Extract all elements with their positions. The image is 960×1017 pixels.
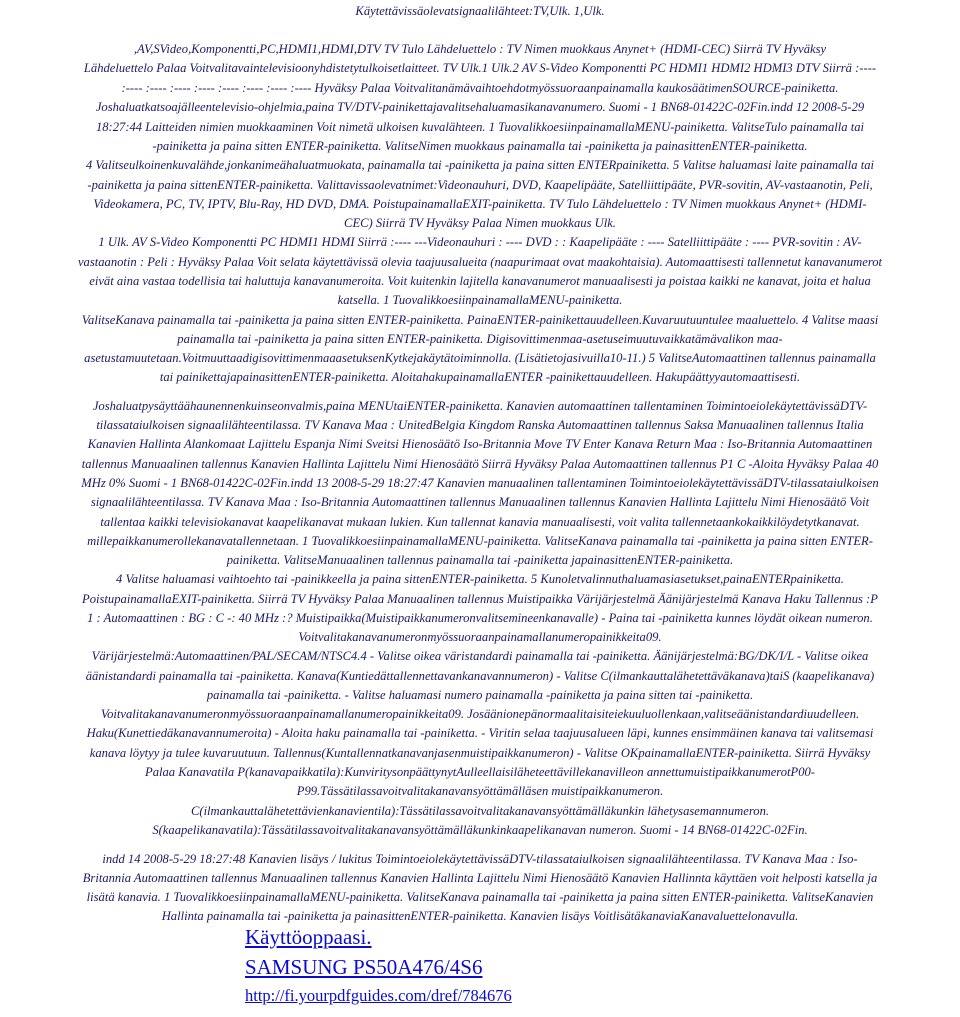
product-link[interactable]: SAMSUNG PS50A476/4S6 [245,955,483,979]
text-line: ValitseKanava painamalla tai -painiketta ja paina sitten ENTER-painiketta. PainaENTER-painikettauudelleen.Kuvaruutuuntulee maaluettelo. 4 Valitse maasi [81,313,879,327]
text-line: tallennus Manuaalinen tallennus Kanavien Hallinta Lajittelu Nimi Hienosäätö Siirrä Hyväksy Palaa Automaattinen tallennus P1 C -Aloita Hyväksy Palaa 40 [81,457,879,471]
text-line: Palaa Kanavatila P(kanavapaikkatila):KunviritysonpäättynytAulleellaisiläheteettävillekanavilleon annettumuistipaikkanumerotP00- [145,765,815,779]
text-line: vastaanotin : Peli : Hyväksy Palaa Voit selata käytettävissä olevia taajuusalueita (naapurimaat ovat maakohtaisia). Automaattisesti tallennetut kanavanumerot [77,255,883,269]
text-line: signaalilähteentilassa. TV Kanava Maa : Iso-Britannia Automaattinen tallennus Manuaalinen tallennus Kanavien Hallinta Lajittelu Nimi Hienosäätö Voit [90,495,870,509]
text-line: kanava löytyy ja tulee kuvaruutuun. Tallennus(Kuntallennatkanavanjasenmuistipaikkanumeron) - Valitse OKpainamallaENTER-painiketta. Siirrä Hyväksy [89,746,871,760]
text-line: 4 Valitse haluamasi vaihtoehto tai -painikkeella ja paina sittenENTER-painiketta. 5 Kunoletvalinnuthaluamasiasetukset,painaENTERpainiketta. [116,572,844,586]
text-line: indd 14 2008-5-29 18:27:48 Kanavien lisäys / lukitus ToimintoeiolekäytettävissäDTV-tilassataiulkoisen signaalilähteentilassa. TV Kanava Maa : Iso- [102,852,858,866]
text-line: Voitvalitakanavanumeronmyössuoraanpainamallanumeropainikkeita09. [298,630,662,644]
text-line: 18:27:44 Laitteiden nimien muokkaaminen Voit nimetä ulkoisen kuvalähteen. 1 TuovalikkoesiinpainamallaMENU-painiketta. ValitseTulo painamalla tai [95,120,865,134]
text-line: CEC) Siirrä TV Hyväksy Palaa Nimen muokkaus Ulk. [344,216,616,230]
text-line: Britannia Automaattinen tallennus Manuaalinen tallennus Kanavien Hallinta Lajittelu Nimi Hienosäätö Kanavien Hallinnta käyttäen voit helposti katsella ja [82,871,878,885]
text-line: tilassataiulkoisen signaalilähteentilassa. TV Kanava Maa : UnitedBelgia Kingdom Ranska Automaattinen tallennus Saksa Manuaalinen tallennus Italia [96,418,864,432]
text-line: Videokamera, PC, TV, IPTV, Blu-Ray, HD DVD, DMA. PoistupainamallaEXIT-painiketta. TV Tulo Lähdeluettelo : TV Nimen muokkaus Anynet+ (HDMI- [93,197,867,211]
text-line: Joshaluatpysäyttäähaunennenkuinseonvalmis,paina MENUtaiENTER-painiketta. Kanavien automaattinen tallentaminen ToimintoeiolekäytettävissäDTV- [92,399,868,413]
text-line: eivät aina vastaa todellisia tai haluttuja kanavanumeroita. Voit kuitenkin lajitella kanavanumerot manuaalisesti ja poistaa kaikki ne kanavat, joita et halua [89,274,871,288]
text-line: Joshaluatkatsoajälleentelevisio-ohjelmia,paina TV/DTV-painikettajavalitsehaluamasikanavanumero. Suomi - 1 BN68-01422C-02Fin.indd 12 2008-5-29 [95,100,865,114]
text-line: C(ilmankauttalähetettävienkanavientila):Tässätilassavoitvalitakanavansyöttämälläkunkin lähetysasemannumeron. [190,804,770,818]
text-line: Haku(Kunettiedäkanavannumeroita) - Aloita haku painamalla tai -painiketta. - Viritin selaa taajuusalueen läpi, kunnes ensimmäinen kanava tai valitsemasi [86,726,874,740]
text-line: 4 Valitseulkoinenkuvalähde,jonkanimeähaluatmuokata, painamalla tai -painiketta ja paina sitten ENTERpainiketta. 5 Valitse haluamasi laite painamalla tai [85,158,875,172]
text-line: Hallinta painamalla tai -painiketta ja painasittenENTER-painiketta. Kanavien lisäys VoitlisätäkanaviaKanavaluettelonavulla. [161,909,799,923]
text-line: asetustamuutetaan.VoitmuuttaadigisovittimenmaaasetuksenKytkejakäytätoiminnolla. (Lisätietojasivuilla10-11.) 5 ValitseAutomaattinen tallennus painamalla [84,351,876,365]
text-line: Voitvalitakanavanumeronmyössuoraanpainamallanumeropainikkeita09. Josäänionepänormaalitaisiteiekuuluollenkaan,valitseäänistandardiuudelleen. [100,707,860,721]
text-line: Lähdeluettelo Palaa Voitvalitavaintelevisioonyhdistetytulkoisetlaitteet. TV Ulk.1 Ulk.2 AV S-Video Komponentti PC HDMI1 HDMI2 HDMI3 DTV Siirrä :---- [83,61,877,75]
text-line: MHz 0% Suomi - 1 BN68-01422C-02Fin.indd 13 2008-5-29 18:27:47 Kanavien manuaalinen tallentaminen ToimintoeiolekäytettävissäDTV-tilassataiulkoisen [81,476,879,490]
url-link[interactable]: http://fi.yourpdfguides.com/dref/784676 [245,986,512,1005]
text-line: -painiketta ja paina sittenENTER-painiketta. Valittavissaolevatnimet:Videonauhuri, DVD, Kaapelipääte, Satelliittipääte, PVR-sovitin, AV-vastaanotin, Peli, [87,178,873,192]
text-line: :---- :---- :---- :---- :---- :---- :---- :---- Hyväksy Palaa Voitvalitanämävaihtoehdotmyössuoraanpainamalla kaukosäätimenSOURCE-painiketta. [121,81,839,95]
text-line: millepaikkanumerollekanavatallennetaan. 1 TuovalikkoesiinpainamallaMENU-painiketta. ValitseKanava painamalla tai -painiketta ja paina sitten ENTER- [87,534,873,548]
text-line: tai painikettajapainasittenENTER-painiketta. AloitahakupainamallaENTER -painikettauudelleen. Hakupäättyyautomaattisesti. [159,370,801,384]
text-line: 1 : Automaattinen : BG : C -: 40 MHz :? Muistipaikka(Muistipaikkanumeronvalitsemineenkanavalle) - Paina tai -painiketta kunnes löydät oikean numeron. [87,611,873,625]
text-line: P99.Tässätilassavoitvalitakanavansyöttämälläsen muistipaikkanumeron. [296,784,664,798]
text-line: Kanavien Hallinta Alankomaat Lajittelu Espanja Nimi Sveitsi Hienosäätö Iso-Britannia Move TV Enter Kanava Return Maa : Iso-Britannia Automaattinen [87,437,873,451]
text-line: Värijärjestelmä:Automaattinen/PAL/SECAM/NTSC4.4 - Valitse oikea väristandardi painamalla tai -painiketta. Äänijärjestelmä:BG/DK/I/L - Valitse oikea [91,649,869,663]
text-line: Käytettävissäolevatsignaalilähteet:TV,Ulk. 1,Ulk. [355,4,605,18]
text-line: -painiketta ja paina sitten ENTER-painiketta. ValitseNimen muokkaus painamalla tai -painiketta ja painasittenENTER-painiketta. [152,139,808,153]
manual-link[interactable]: Käyttöoppaasi. [245,925,372,949]
text-line: painiketta. ValitseManuaalinen tallennus painamalla tai -painiketta japainasittenENTER-painiketta. [226,553,734,567]
text-line: ,AV,SVideo,Komponentti,PC,HDMI1,HDMI,DTV TV Tulo Lähdeluettelo : TV Nimen muokkaus Anynet+ (HDMI-CEC) Siirrä TV Hyväksy [133,42,827,56]
text-line: tallentaa kaikki televisiokanavat kaapelikanavat mukaan lukien. Kun tallennat kanavia manuaalisesti, voit valita tallennetaankokaikkilöydetytkanavat. [100,515,860,529]
text-line: lisätä kanavia. 1 TuovalikkoesiinpainamallaMENU-painiketta. ValitseKanava painamalla tai -painiketta ja paina sitten ENTER-painiketta. ValitseKanavien [86,890,874,904]
text-line: painamalla tai -painiketta. - Valitse haluamasi numero painamalla -painiketta ja paina sitten tai -painiketta. [206,688,754,702]
text-line: painamalla tai -painiketta ja paina sitten ENTER-painiketta. Digisovittimenmaa-asetuseimuutuvaikkatämävalikon maa- [177,332,783,346]
text-line: katsella. 1 TuovalikkoesiinpainamallaMENU-painiketta. [337,293,623,307]
text-line: 1 Ulk. AV S-Video Komponentti PC HDMI1 HDMI Siirrä :---- ---Videonauhuri : ---- DVD : : Kaapelipääte : ---- Satelliittipääte : ---- PVR-sovitin : AV- [98,235,862,249]
text-line: PoistupainamallaEXIT-painiketta. Siirrä TV Hyväksy Palaa Manuaalinen tallennus Muistipaikka Värijärjestelmä Äänijärjestelmä Kanava Haku Tallennus :P [82,592,878,606]
text-line: S(kaapelikanavatila):Tässätilassavoitvalitakanavansyöttämälläkunkinkaapelikanavan numeron. Suomi - 14 BN68-01422C-02Fin. [152,823,808,837]
text-line: äänistandardi painamalla tai -painiketta. Kanava(Kuntiedättallennettavankanavannumeron) - Valitse C(ilmankauttalähetettäväkanava)taiS (kaapelikanava) [85,669,875,683]
